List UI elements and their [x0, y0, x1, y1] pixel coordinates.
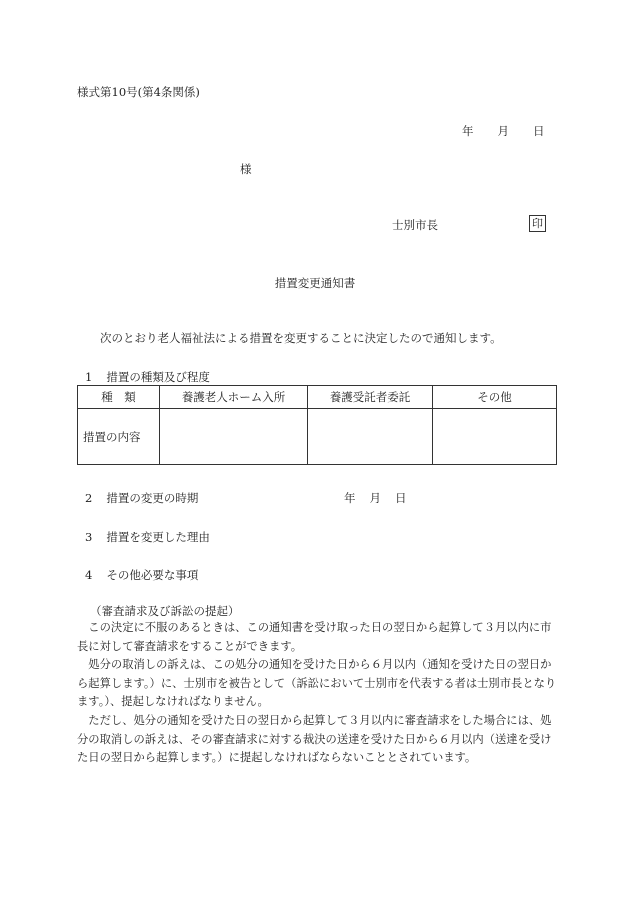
section-label: 措置の種類及び程度: [106, 370, 210, 384]
recipient-suffix: 様: [240, 162, 252, 176]
mayor-title: 士別市長: [392, 218, 438, 232]
year-label: 年: [344, 491, 356, 505]
section-number: 4: [85, 568, 93, 582]
cell-foster-care[interactable]: [308, 409, 433, 465]
row-label-measure-content: 措置の内容: [78, 409, 160, 465]
form-number: 様式第10号(第4条関係): [77, 85, 200, 99]
section-number: 3: [85, 530, 93, 544]
section-2: [85, 490, 198, 506]
cell-nursing-home[interactable]: [160, 409, 308, 465]
section-number: 1: [85, 370, 93, 384]
year-label: 年: [462, 124, 474, 138]
header-other: その他: [433, 386, 557, 409]
header-type: 種 類: [78, 386, 160, 409]
section-label: その他必要な事項: [106, 568, 199, 582]
month-label: 月: [369, 491, 381, 505]
section-label: 措置を変更した理由: [106, 530, 210, 544]
appeal-paragraph-1: この決定に不服のあるときは、この通知書を受け取った日の翌日から起算して３月以内に市長に対して審査請求をすることができます。: [77, 621, 552, 653]
section-label: 措置の変更の時期: [106, 491, 199, 505]
seal-mark: 印: [529, 215, 546, 232]
measure-table: [77, 385, 557, 465]
issue-date: [462, 123, 545, 139]
table-row: [78, 409, 557, 465]
document-title: 措置変更通知書: [274, 276, 356, 290]
day-label: 日: [395, 491, 407, 505]
cell-other[interactable]: [433, 409, 557, 465]
appeal-paragraph-3: ただし、処分の通知を受けた日の翌日から起算して３月以内に審査請求をした場合には、処分の取消しの訴えは、その審査請求に対する裁決の送達を受けた日から６月以内（送達を受けた日の翌日から起算します。）に提起しなければならないこととされています。: [77, 714, 552, 764]
section-1: [85, 369, 210, 385]
section-3: [85, 529, 210, 545]
section-4: [85, 567, 198, 583]
table-header-row: [78, 386, 557, 409]
section-number: 2: [85, 491, 93, 505]
month-label: 月: [497, 124, 509, 138]
appeal-notice-heading: （審査請求及び訴訟の提起）: [90, 604, 240, 618]
day-label: 日: [533, 124, 545, 138]
header-nursing-home: 養護老人ホーム入所: [160, 386, 308, 409]
change-date: [344, 490, 407, 506]
intro-text: 次のとおり老人福祉法による措置を変更することに決定したので通知します。: [100, 331, 502, 345]
appeal-paragraph-2: 処分の取消しの訴えは、この処分の通知を受けた日から６月以内（通知を受けた日の翌日から起算します。）に、士別市を被告として（訴訟において士別市を代表する者は士別市長となります。）、提起しなければなりません。: [77, 658, 557, 708]
header-foster-care: 養護受託者委託: [308, 386, 433, 409]
